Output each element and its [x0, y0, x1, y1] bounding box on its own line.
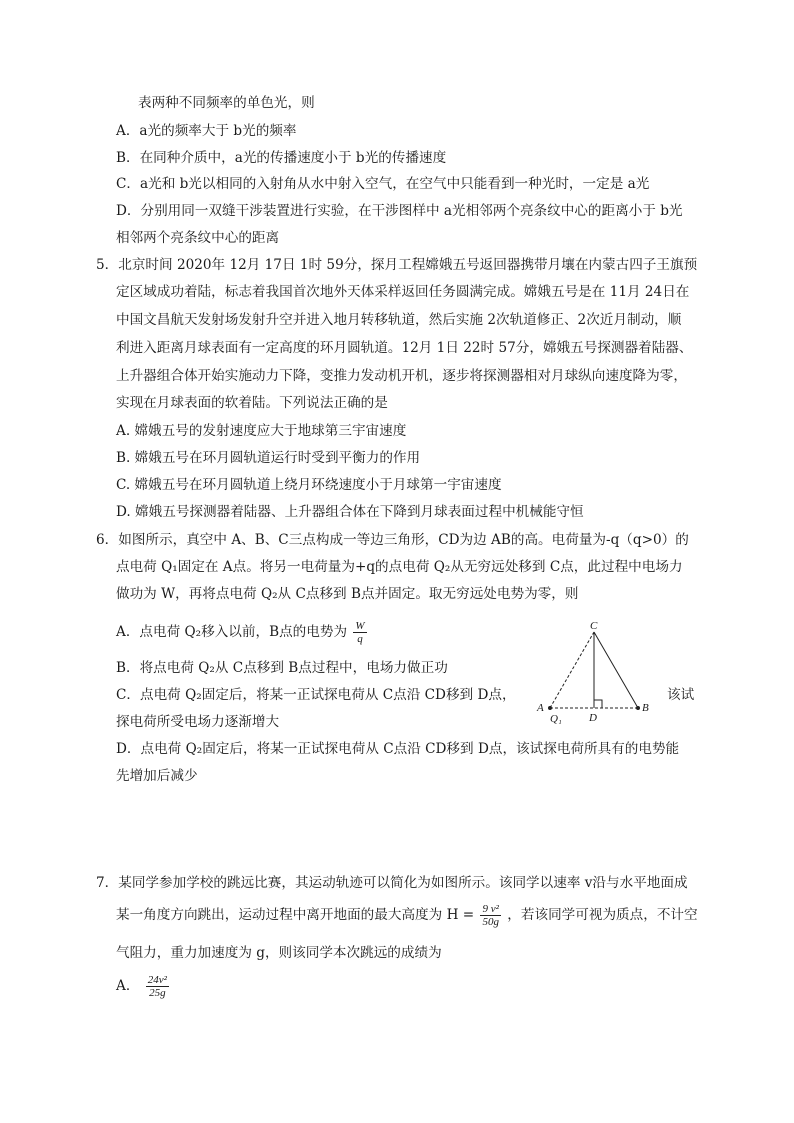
- q4-option-a: A．a光的频率大于 b光的频率: [116, 123, 297, 139]
- q7-height-denominator: 50g: [482, 916, 499, 928]
- q6-option-b: B．将点电荷 Q₂从 C点移到 B点过程中，电场力做正功: [116, 660, 448, 676]
- label-q1: Q₁: [550, 713, 562, 725]
- q5-stem-line5: 上升器组合体开始实施动力下降，变推力发动机开机，逐步将探测器相对月球纵向速度降为零，: [116, 368, 687, 384]
- q6-triangle-figure: [530, 618, 660, 728]
- q6-option-c-line1: C．点电荷 Q₂固定后，将某一正试探电荷从 C点沿 CD移到 D点，: [116, 687, 516, 703]
- q6-stem-line3: 做功为 W，再将点电荷 Q₂从 C点移到 B点并固定。取无穷远处电势为零，则: [116, 586, 579, 602]
- q7-option-a-numerator: 24v²: [147, 974, 167, 986]
- q6-option-c-line2: 探电荷所受电场力逐渐增大: [116, 714, 280, 730]
- q6-option-a: [116, 620, 369, 645]
- q7-stem-line3: 气阻力，重力加速度为 g，则该同学本次跳远的成绩为: [116, 945, 442, 961]
- side-ac: [550, 632, 594, 708]
- point-b: [636, 706, 640, 710]
- q7-height-numerator: 9 v²: [480, 903, 501, 916]
- q6-option-a-numerator: W: [355, 620, 365, 632]
- q5-option-b: B. 嫦娥五号在环月圆轨道运行时受到平衡力的作用: [116, 450, 421, 466]
- point-a: [548, 706, 552, 710]
- q7-option-a-fraction: [146, 974, 169, 999]
- q5-stem-line2: 定区域成功着陆，标志着我国首次地外天体采样返回任务圆满完成。嫦娥五号是在 11月 24日在: [116, 284, 690, 300]
- q5-option-d: D. 嫦娥五号探测器着陆器、上升器组合体在下降到月球表面过程中机械能守恒: [116, 504, 584, 520]
- q5-option-a: A. 嫦娥五号的发射速度应大于地球第三宇宙速度: [116, 423, 407, 439]
- label-b: B: [642, 702, 649, 714]
- label-a: A: [537, 702, 544, 714]
- q7-option-a-label: A．: [116, 978, 140, 994]
- q7-option-a: [116, 974, 171, 999]
- q6-option-c-line1-end: 该试: [667, 687, 695, 703]
- q5-option-c: C. 嫦娥五号在环月圆轨道上绕月环绕速度小于月球第一宇宙速度: [116, 477, 502, 493]
- q5-stem-line6: 实现在月球表面的软着陆。下列说法正确的是: [116, 395, 388, 411]
- q4-option-d-line1: D．分别用同一双缝干涉装置进行实验，在干涉图样中 a光相邻两个亮条纹中心的距离小于 b光: [116, 203, 683, 219]
- q6-stem-line1: 6．如图所示，真空中 A、B、C三点构成一等边三角形，CD为边 AB的高。电荷量为-q（q>0）的: [96, 532, 689, 548]
- q4-option-d-line2: 相邻两个亮条纹中心的距离: [116, 230, 280, 246]
- right-angle-mark: [594, 700, 602, 708]
- q6-option-d-line1: D．点电荷 Q₂固定后，将某一正试探电荷从 C点沿 CD移到 D点，该试探电荷所具有的电势能: [116, 741, 680, 757]
- q7-stem-line2: [116, 903, 698, 928]
- side-bc: [594, 632, 638, 708]
- q7-stem-line2-a: 某一角度方向跳出，运动过程中离开地面的最大高度为 H =: [116, 907, 475, 923]
- q4-stem-cont: 表两种不同频率的单色光，则: [138, 95, 315, 111]
- label-c: C: [590, 620, 598, 632]
- q7-option-a-denominator: 25g: [149, 987, 166, 999]
- q5-stem-line4: 利进入距离月球表面有一定高度的环月圆轨道。12月 1日 22时 57分，嫦娥五号探测器着陆器、: [116, 340, 693, 356]
- q6-stem-line2: 点电荷 Q₁固定在 A点。将另一电荷量为+q的点电荷 Q₂从无穷远处移到 C点，此过程中电场力: [116, 559, 683, 575]
- q6-option-a-fraction: [353, 620, 366, 645]
- q6-option-d-line2: 先增加后减少: [116, 768, 198, 784]
- q6-option-a-text: A．点电荷 Q₂移入以前，B点的电势为: [116, 624, 348, 640]
- q7-height-fraction: [480, 903, 501, 928]
- q5-stem-line1: 5．北京时间 2020年 12月 17日 1时 59分，探月工程嫦娥五号返回器携带月壤在内蒙古四子王旗预: [96, 257, 698, 273]
- q4-option-b: B．在同种介质中，a光的传播速度小于 b光的传播速度: [116, 150, 447, 166]
- q6-option-a-denominator: q: [357, 633, 363, 645]
- q7-stem-line2-b: ，若该同学可视为质点，不计空: [507, 907, 698, 923]
- label-d: D: [589, 712, 597, 724]
- q4-option-c: C．a光和 b光以相同的入射角从水中射入空气，在空气中只能看到一种光时，一定是 a光: [116, 176, 650, 192]
- q7-stem-line1: 7．某同学参加学校的跳远比赛，其运动轨迹可以简化为如图所示。该同学以速率 v沿与水平地面成: [96, 875, 688, 891]
- q5-stem-line3: 中国文昌航天发射场发射升空并进入地月转移轨道，然后实施 2次轨道修正、2次近月制动，顺: [116, 312, 682, 328]
